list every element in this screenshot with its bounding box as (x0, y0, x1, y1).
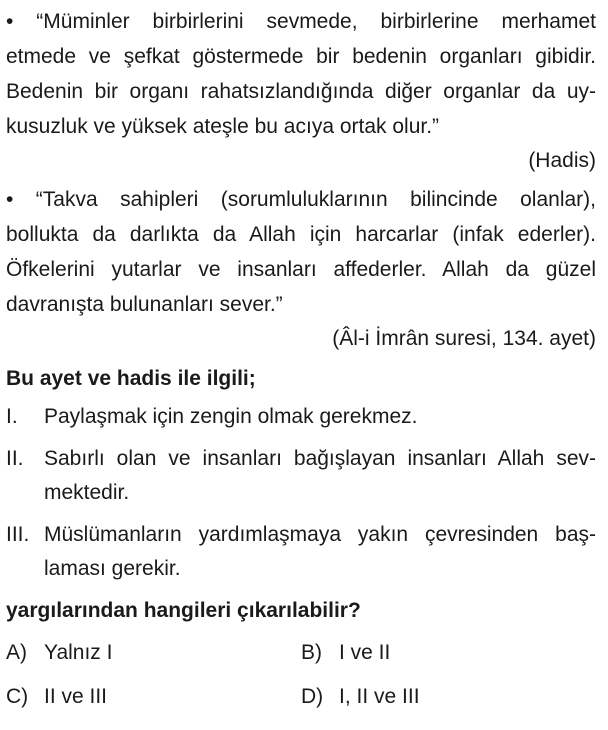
option-row (6, 636, 596, 670)
option-letter: A) (6, 641, 27, 664)
option-letter: B) (301, 641, 322, 664)
option-text: II ve III (44, 685, 108, 708)
statement-list (6, 400, 596, 586)
option-d[interactable] (301, 680, 596, 714)
option-a[interactable] (6, 636, 301, 670)
question-prompt: yargılarından hangileri çıkarılabilir? (6, 599, 361, 622)
quote-line: kusuzluk ve yüksek ateşle bu acıya ortak olur.” (6, 115, 440, 138)
hadith-source: (Hadis) (528, 149, 596, 172)
quote-line: bollukta da darlıkta da Allah için harcarlar (infak ederler). (6, 223, 596, 246)
statement-number: I. (6, 405, 18, 428)
option-row (6, 680, 596, 714)
statement-line: Müslümanların yardımlaşmaya yakın çevresinden baş- (44, 523, 596, 546)
statement-text (44, 442, 596, 510)
statement-line: laması gerekir. (44, 557, 181, 580)
quote-line: etmede ve şefkat göstermede bir bedenin organları gibidir. (6, 45, 596, 68)
statement-number: II. (6, 447, 24, 470)
option-text: I, II ve III (339, 685, 420, 708)
option-b[interactable] (301, 636, 596, 670)
statement-number: III. (6, 523, 30, 546)
quote-line: Bedenin bir organı rahatsızlandığında diğer organlar da uy- (6, 80, 596, 103)
option-c[interactable] (6, 680, 301, 714)
quote-line: • “Müminler birbirlerini sevmede, birbirlerine merhamet (6, 10, 596, 33)
option-text: Yalnız I (44, 641, 113, 664)
quote-line: • “Takva sahipleri (sorumluluklarının bilincinde olanlar), (6, 188, 596, 211)
statement-item (6, 442, 596, 510)
hadith-quote (6, 4, 596, 144)
quote-line: Öfkelerini yutarlar ve insanları affederler. Allah da güzel (6, 258, 596, 281)
verse-source: (Âl-i İmrân suresi, 134. ayet) (332, 327, 596, 350)
statement-line: mektedir. (44, 481, 130, 504)
verse-quote (6, 182, 596, 322)
statement-item (6, 518, 596, 586)
answer-options (6, 636, 596, 714)
statement-item (6, 400, 596, 434)
statement-text (44, 518, 596, 586)
question-page (6, 4, 596, 724)
statement-text (44, 400, 596, 434)
statement-line: Sabırlı olan ve insanları bağışlayan insanları Allah sev- (44, 447, 596, 470)
statement-line: Paylaşmak için zengin olmak gerekmez. (44, 405, 418, 428)
option-letter: C) (6, 685, 29, 708)
question-stem: Bu ayet ve hadis ile ilgili; (6, 367, 256, 390)
quote-line: davranışta bulunanları sever.” (6, 293, 283, 316)
option-text: I ve II (339, 641, 391, 664)
option-letter: D) (301, 685, 324, 708)
